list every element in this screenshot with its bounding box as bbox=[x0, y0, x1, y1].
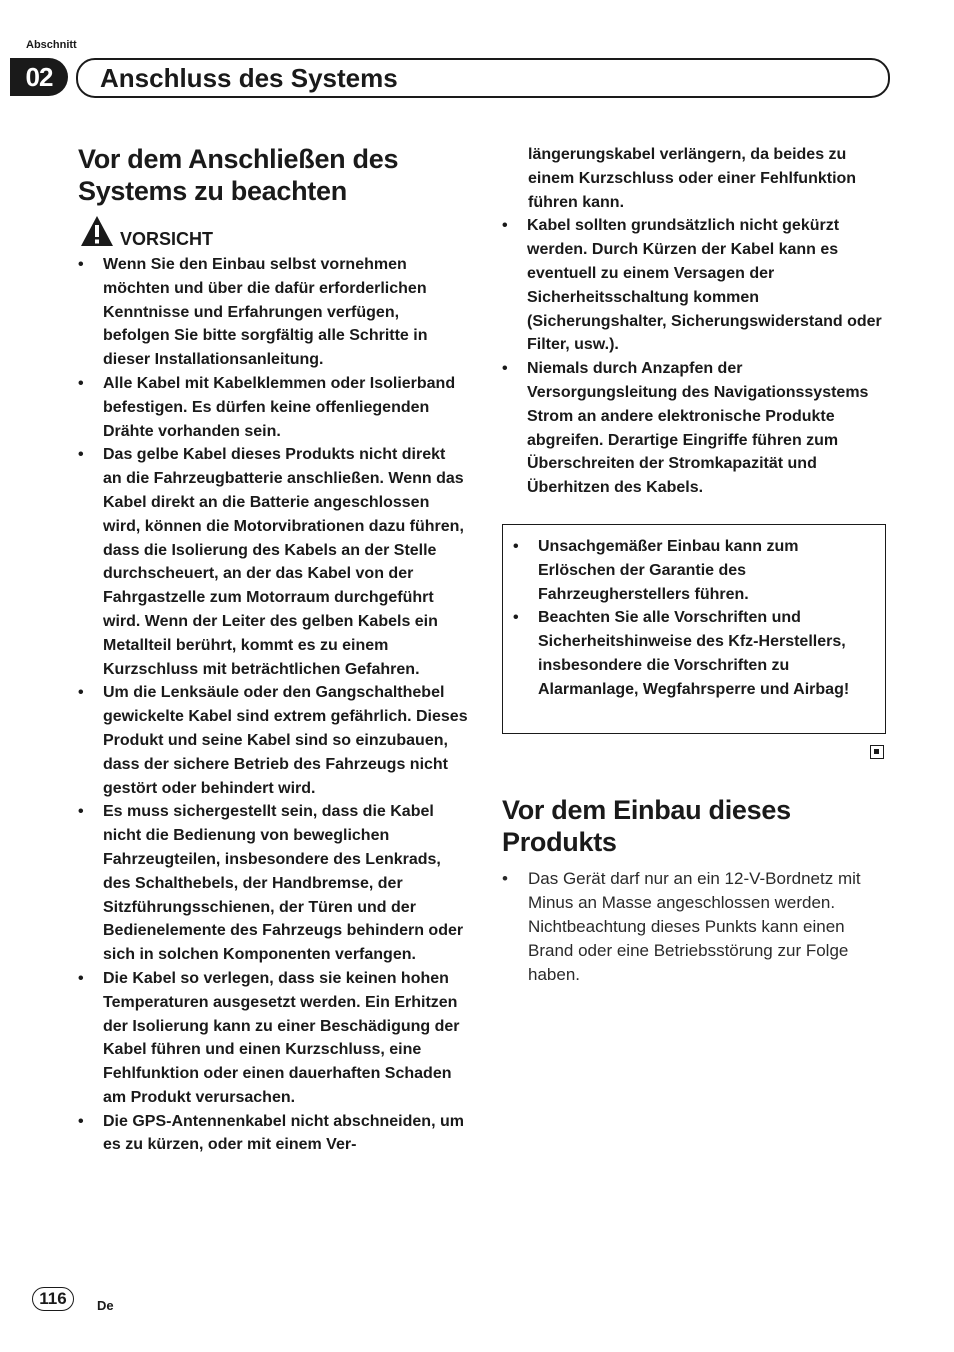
list-item: • Beachten Sie alle Vorschriften und Sicherheitshinweise des Kfz-Herstellers, insbesondere die Vorschriften zu Alarmanlage, Wegfahrsperre und Airbag! bbox=[513, 609, 850, 698]
section-label: Abschnitt bbox=[26, 39, 77, 51]
installation-section bbox=[502, 794, 892, 987]
left-column bbox=[78, 143, 468, 1157]
heading-before-installation: Vor dem Einbau dieses Produkts bbox=[502, 795, 791, 857]
section-title-box bbox=[76, 58, 890, 98]
heading-before-connecting: Vor dem Anschließen des Systems zu beachten bbox=[78, 144, 399, 206]
caution-header bbox=[78, 215, 468, 253]
section-title: Anschluss des Systems bbox=[100, 63, 398, 93]
list-item: • Es muss sichergestellt sein, dass die Kabel nicht die Bedienung von beweglichen Fahrzeugteilen, insbesondere des Lenkrads, des Schalthebels, der Handbremse, der Sitzführungsschienen, der Türen und der Bedienelemente des Fahrzeugs behindern oder sich in solchen Komponenten verfangen. bbox=[78, 803, 464, 964]
caution-list bbox=[78, 253, 468, 1157]
list-item: • Unsachgemäßer Einbau kann zum Erlöschen der Garantie des Fahrzeugherstellers führen. bbox=[513, 538, 799, 603]
list-item: • Wenn Sie den Einbau selbst vornehmen möchten und über die dafür erforderlichen Kenntnisse und Erfahrungen verfügen, befolgen Sie bitte sorgfältig alle Schritte in dieser Installationsanleitung. bbox=[78, 256, 428, 369]
section-number-badge: 02 bbox=[10, 58, 68, 96]
list-item: • Die GPS-Antennenkabel nicht abschneiden, um es zu kürzen, oder mit einem Ver- bbox=[78, 1112, 464, 1154]
warning-triangle-icon bbox=[80, 215, 114, 247]
caution-list-continued bbox=[502, 214, 892, 500]
notice-box bbox=[502, 524, 886, 734]
page-number: 116 bbox=[32, 1287, 74, 1311]
right-column bbox=[502, 143, 892, 500]
list-item: • Das Gerät darf nur an ein 12-V-Bordnetz mit Minus an Masse angeschlossen werden. Nichtbeachtung dieses Punkts kann einen Brand oder eine Betriebsstörung zur Folge haben. bbox=[502, 869, 861, 984]
installation-list bbox=[502, 867, 892, 987]
notice-list bbox=[513, 535, 875, 702]
list-item: • Um die Lenksäule oder den Gangschalthebel gewickelte Kabel sind extrem gefährlich. Dieses Produkt und seine Kabel sind so einzubauen, dass der sichere Betrieb des Fahrzeugs nicht gestört oder behindert wird. bbox=[78, 684, 468, 797]
list-item: • Niemals durch Anzapfen der Versorgungsleitung des Navigationssystems Strom an andere elektronische Produkte abgreifen. Derartige Eingriffe führen zum Überschreiten der Stromkapazität und Überhitzen des Kabels. bbox=[502, 360, 869, 497]
continued-list-text: längerungskabel verlängern, da beides zu einem Kurzschluss oder einer Fehlfunktion führen kann. bbox=[528, 146, 857, 211]
language-code: De bbox=[97, 1298, 114, 1313]
list-item: • Kabel sollten grundsätzlich nicht gekürzt werden. Durch Kürzen der Kabel kann es eventuell zu einem Versagen der Sicherheitsschaltung kommen (Sicherungshalter, Sicherungswiderstand oder Filter, usw.). bbox=[502, 217, 882, 354]
list-item: • Alle Kabel mit Kabelklemmen oder Isolierband befestigen. Es dürfen keine offenliegenden Drähte vorhanden sein. bbox=[78, 374, 456, 440]
caution-label: VORSICHT bbox=[120, 229, 214, 249]
section-end-mark-icon bbox=[870, 745, 884, 759]
list-item: • Die Kabel so verlegen, dass sie keinen hohen Temperaturen ausgesetzt werden. Ein Erhitzen der Isolierung kann zu einer Beschädigung der Kabel führen und einen Kurzschluss, eine Fehlfunktion oder einen dauerhaften Schaden am Produkt verursachen. bbox=[78, 969, 460, 1106]
list-item: • Das gelbe Kabel dieses Produkts nicht direkt an die Fahrzeugbatterie anschließen. Wenn das Kabel direkt an die Batterie angeschlossen wird, können die Motorvibrationen dazu führen, dass die Isolierung des Kabels an der Stelle durchscheuert, an der das Kabel von der Fahrgastzelle zum Motorraum durchgeführt wird. Wenn der Leiter des gelben Kabels ein Metallteil berührt, kommt es zu einem Kurzschluss mit beträchtlichen Gefahren. bbox=[78, 446, 464, 678]
